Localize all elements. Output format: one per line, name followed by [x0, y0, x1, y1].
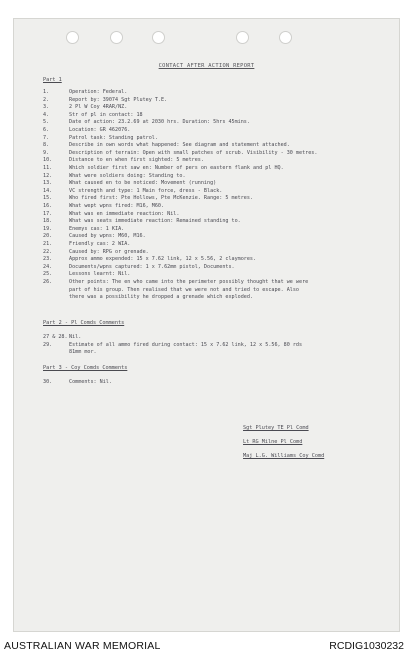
item-number: 11. — [43, 165, 53, 171]
item-number: 15. — [43, 195, 53, 202]
item-text: Enemys cas: 1 KIA. — [69, 225, 125, 232]
item-number: 14. — [43, 187, 53, 194]
item-text: Lessons learnt: Nil. — [69, 271, 131, 278]
item-number: 2. — [43, 96, 50, 103]
item-number: 29. — [43, 341, 53, 348]
item-number: 21. — [43, 241, 53, 247]
item-text: Operation: Federal. — [69, 89, 128, 95]
item-text: Friendly cas: 2 WIA. — [69, 241, 131, 247]
item-number: 4. — [43, 111, 50, 118]
item-number: 26. — [43, 279, 53, 285]
item-text: What caused en to be noticed: Movement (running) — [69, 180, 217, 187]
signature-maj: Maj L.G. Williams Coy Comd — [243, 453, 325, 459]
item-number: 8. — [43, 142, 50, 149]
item-number: 22. — [43, 248, 53, 255]
item-text: What were soldiers doing: Standing to. — [69, 172, 186, 179]
footer-publisher: AUSTRALIAN WAR MEMORIAL — [4, 640, 161, 652]
item-text: 2 Pl W Coy 4RAR/NZ. — [69, 104, 128, 111]
part1-heading: Part 1 — [43, 77, 62, 83]
item-text: part of his group. Then realised that we were not and tried to escape. Also — [69, 286, 300, 293]
punch-hole — [66, 31, 79, 44]
document-page — [13, 18, 400, 632]
item-number: 23. — [43, 256, 53, 263]
item-number: 16. — [43, 203, 53, 209]
item-number: 30. — [43, 379, 53, 385]
item-number: 17. — [43, 210, 53, 217]
item-text: VC strength and type: 1 Main force, dress - Black. — [69, 187, 223, 194]
item-text: Description of terrain: Open with small patches of scrub. Visibility - 30 metres. — [69, 149, 318, 156]
item-text: Patrol task: Standing patrol. — [69, 134, 158, 141]
item-number: 3. — [43, 104, 50, 111]
item-number: 18. — [43, 218, 53, 225]
item-text: Documents/wpns captured: 1 x 7.62mm pistol, Documents. — [69, 263, 235, 270]
item-text: What was en immediate reaction: Nil. — [69, 210, 180, 217]
item-number: 6. — [43, 127, 50, 133]
item-number: 24. — [43, 263, 53, 270]
item-text: Report by: 39074 Sgt Plutey T.E. — [69, 96, 168, 103]
item-number: 25. — [43, 271, 53, 278]
part3-heading: Part 3 - Coy Comds Comments — [43, 365, 128, 371]
item-text: Approx ammo expended: 15 x 7.62 link, 12 x 5.56, 2 claymores. — [69, 256, 257, 263]
item-number: 10. — [43, 157, 53, 164]
item-text: Date of action: 23.2.69 at 2030 hrs. Duration: 5hrs 45mins. — [69, 119, 250, 126]
item-text: Location: GR 462076. — [69, 127, 131, 133]
item-number: 5. — [43, 119, 50, 126]
item-text: Which soldier first saw en: Number of pers on eastern flank and pl HQ. — [69, 165, 284, 171]
item-text: 81mm mor. — [69, 349, 97, 356]
item-text: Who fired first: Pte Hollows, Pte McKenzie. Range: 5 metres. — [69, 195, 254, 202]
item-number: 12. — [43, 172, 53, 179]
punch-hole — [279, 31, 292, 44]
report-title: CONTACT AFTER ACTION REPORT — [158, 63, 255, 69]
punch-hole — [110, 31, 123, 44]
item-text: Other points: The en who came into the perimeter possibly thought that we were — [69, 279, 309, 285]
item-number: 13. — [43, 180, 53, 187]
item-number: 19. — [43, 225, 53, 232]
item-text: Comments: Nil. — [69, 379, 112, 385]
part2-heading: Part 2 - Pl Comds Comments — [43, 320, 125, 326]
item-text: Str of pl in contact: 18 — [69, 111, 143, 118]
item-number: 7. — [43, 134, 50, 141]
item-number: 27 & 28. — [43, 334, 68, 340]
item-text: there was a possibility he dropped a grenade which exploded. — [69, 294, 254, 301]
item-text: Nil. — [69, 334, 82, 340]
item-number: 9. — [43, 149, 50, 156]
item-text: Caused by wpns: M60, M16. — [69, 233, 146, 240]
item-text: What wept wpns fired: M16, M60. — [69, 203, 165, 209]
punch-hole — [152, 31, 165, 44]
signature-sgt: Sgt Plutey TE Pl Comd — [243, 425, 309, 431]
item-text: Describe in own words what happened: See diagram and statement attached. — [69, 142, 290, 149]
footer-record-id: RCDIG1030232 — [329, 640, 404, 652]
item-text: Caused by: RPG or grenade. — [69, 248, 149, 255]
item-text: Distance to en when first sighted: 5 metres. — [69, 157, 204, 164]
footer-bar — [0, 632, 408, 654]
punch-hole — [236, 31, 249, 44]
item-number: 1. — [43, 89, 50, 95]
signature-lt: Lt RG Milne Pl Comd — [243, 439, 303, 445]
item-number: 20. — [43, 233, 53, 240]
item-text: Estimate of all ammo fired during contact: 15 x 7.62 link, 12 x 5.56, 80 rds — [69, 341, 303, 348]
item-text: What was seats immediate reaction: Remained standing to. — [69, 218, 241, 225]
